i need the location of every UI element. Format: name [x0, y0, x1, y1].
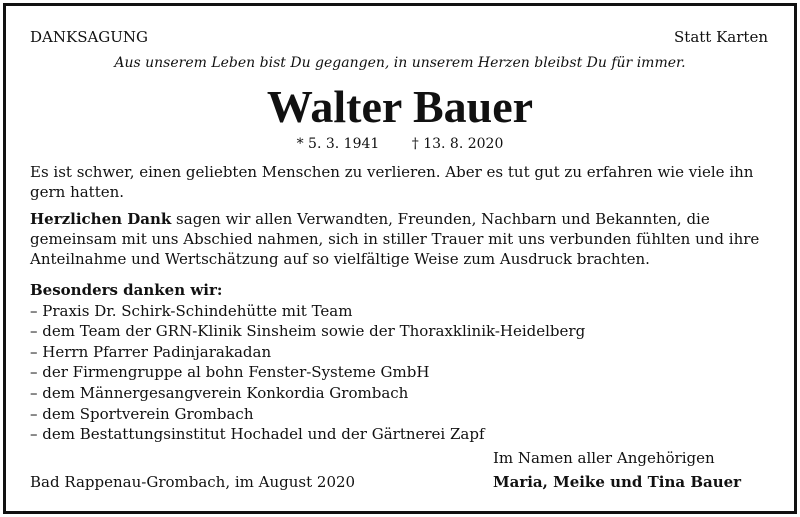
- life-dates: [0, 136, 800, 152]
- deceased-name: Walter Bauer: [266, 81, 534, 132]
- special-thanks-heading: Besonders danken wir:: [30, 281, 223, 299]
- list-item: – dem Team der GRN-Klinik Sinsheim sowie der Thoraxklinik-Heidelberg: [30, 322, 586, 341]
- death-date: † 13. 8. 2020: [411, 136, 504, 152]
- intro-paragraph: Es ist schwer, einen geliebten Menschen zu verlieren. Aber es tut gut zu erfahren wie viele ihn gern hatten.: [30, 163, 754, 201]
- thanks-text: sagen wir allen Verwandten, Freunden, Nachbarn und Bekannten, die gemeinsam mit uns Abschied nahmen, sich in stiller Trauer mit uns verbunden fühlten und ihre Anteilnahme und Wertschätzung auf so vielfältige Weise zum Ausdruck brachten.: [30, 210, 760, 268]
- list-item: – Herrn Pfarrer Padinjarakadan: [30, 342, 272, 361]
- list-item: – dem Männergesangverein Konkordia Grombach: [30, 383, 409, 402]
- birth-date: * 5. 3. 1941: [296, 136, 380, 152]
- list-item: – der Firmengruppe al bohn Fenster-Systeme GmbH: [30, 363, 430, 382]
- heading-danksagung: DANKSAGUNG: [30, 28, 149, 46]
- thanks-lead: Herzlichen Dank: [30, 210, 172, 228]
- signature-names: Maria, Meike und Tina Bauer: [493, 473, 742, 491]
- memorial-quote: Aus unserem Leben bist Du gegangen, in unserem Herzen bleibst Du für immer.: [114, 55, 686, 71]
- signature-intro: Im Namen aller Angehörigen: [493, 449, 715, 467]
- list-item: – Praxis Dr. Schirk-Schindehütte mit Team: [30, 301, 353, 320]
- thanks-paragraph: [30, 209, 770, 269]
- special-thanks-list: [30, 280, 770, 445]
- list-item: – dem Bestattungsinstitut Hochadel und der Gärtnerei Zapf: [30, 425, 485, 444]
- place-and-date: Bad Rappenau-Grombach, im August 2020: [30, 473, 356, 491]
- list-item: – dem Sportverein Grombach: [30, 404, 254, 423]
- statt-karten-label: Statt Karten: [674, 28, 768, 46]
